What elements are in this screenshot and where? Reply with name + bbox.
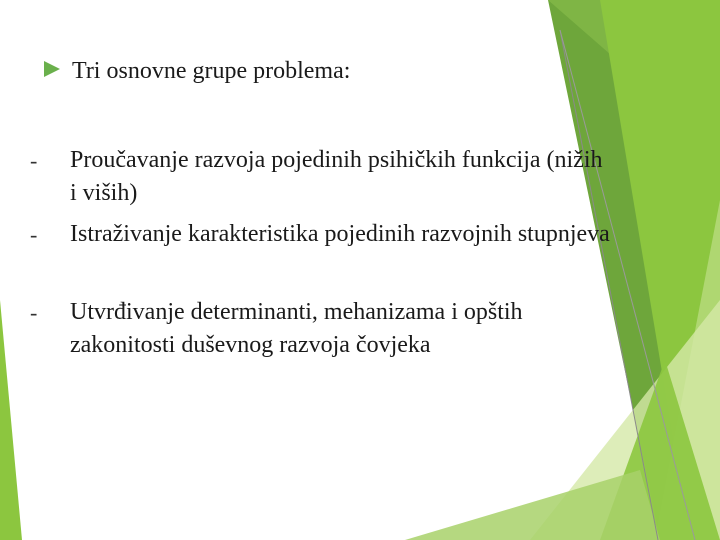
slide-heading: Tri osnovne grupe problema: (72, 58, 351, 84)
dash-marker: - (30, 300, 38, 325)
list-item-text: Istraživanje karakteristika pojedinih razvojnih stupnjeva (70, 221, 610, 247)
heading-row (42, 56, 350, 86)
list-item (30, 296, 610, 362)
list-item (30, 144, 610, 210)
list-item-text: Utvrđivanje determinanti, mehanizama i opštih zakonitosti duševnog razvoja čovjeka (70, 299, 523, 358)
green-right-triangle-icon (42, 59, 62, 79)
dash-marker: - (30, 222, 38, 247)
list-item (30, 218, 610, 251)
list-item-text: Proučavanje razvoja pojedinih psihičkih funkcija (nižih i viših) (70, 147, 603, 206)
dash-marker: - (30, 148, 38, 173)
